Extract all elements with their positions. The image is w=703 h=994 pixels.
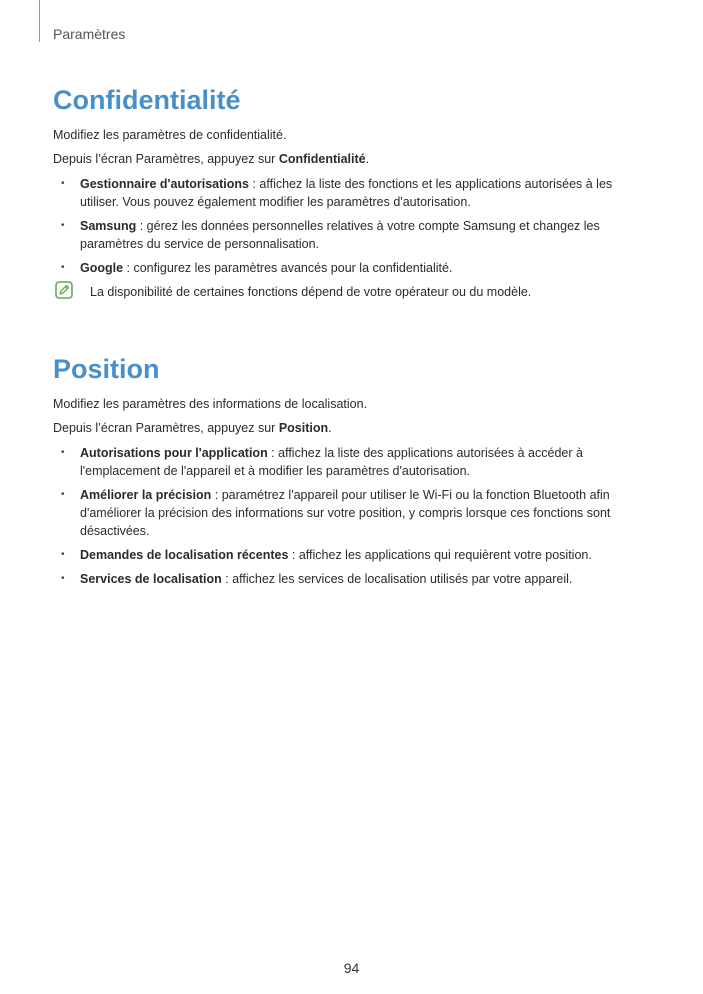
location-list — [53, 444, 653, 588]
list-item-desc: : affichez la liste des fonctions et les applications autorisées à les utiliser. Vous pouvez également modifier les paramètres d'autorisation. — [80, 177, 613, 209]
page-number: 94 — [343, 960, 360, 976]
list-item-desc: : affichez les applications qui requièrent votre position. — [288, 548, 592, 562]
privacy-note — [53, 283, 653, 301]
list-item-term: Autorisations pour l'application — [80, 446, 268, 460]
privacy-path-suffix: . — [365, 152, 370, 166]
location-path-suffix: . — [328, 421, 332, 435]
list-item-term: Gestionnaire d'autorisations — [80, 177, 249, 191]
list-item — [53, 175, 653, 211]
header-divider — [39, 0, 40, 42]
privacy-path-prefix: Depuis l’écran Paramètres, appuyez sur — [53, 152, 279, 166]
privacy-section — [53, 84, 653, 301]
location-title: Position — [53, 354, 160, 384]
list-item-term: Samsung — [80, 219, 137, 233]
list-item — [53, 486, 653, 540]
list-item-desc: : configurez les paramètres avancés pour la confidentialité. — [123, 261, 453, 275]
list-item-desc: : paramétrez l'appareil pour utiliser le Wi-Fi ou la fonction Bluetooth afin d'améliorer la précision des informations sur votre position, y compris lorsque ces fonctions sont désactivées. — [80, 488, 611, 538]
bullet-dot: • — [61, 220, 65, 231]
list-item-term: Demandes de localisation récentes — [80, 548, 289, 562]
bullet-dot: • — [61, 549, 65, 560]
list-item — [53, 217, 653, 253]
list-item-term: Google — [80, 261, 124, 275]
location-path — [53, 419, 653, 437]
list-item-desc: : affichez la liste des applications autorisées à accéder à l'emplacement de l'appareil et à modifier les paramètres d'autorisation. — [80, 446, 583, 478]
privacy-path — [53, 150, 653, 168]
bullet-dot: • — [61, 178, 65, 189]
privacy-intro: Modifiez les paramètres de confidentialité. — [53, 128, 287, 142]
list-item-desc: : gérez les données personnelles relatives à votre compte Samsung et changez les paramètres du service de personnalisation. — [80, 219, 600, 251]
location-path-prefix: Depuis l’écran Paramètres, appuyez sur — [53, 421, 279, 435]
bullet-dot: • — [61, 489, 65, 500]
privacy-path-target: Confidentialité — [278, 152, 366, 166]
running-header: Paramètres — [53, 26, 126, 42]
bullet-dot: • — [61, 262, 65, 273]
location-intro: Modifiez les paramètres des informations de localisation. — [53, 397, 368, 411]
privacy-note-text: La disponibilité de certaines fonctions dépend de votre opérateur ou du modèle. — [90, 285, 532, 299]
location-section — [53, 353, 653, 594]
list-item — [53, 259, 653, 277]
privacy-title: Confidentialité — [53, 85, 241, 115]
list-item — [53, 444, 653, 480]
list-item-term: Services de localisation — [80, 572, 222, 586]
list-item-desc: : affichez les services de localisation utilisés par votre appareil. — [221, 572, 573, 586]
list-item — [53, 546, 653, 564]
list-item-term: Améliorer la précision — [80, 488, 212, 502]
location-path-target: Position — [278, 421, 329, 435]
bullet-dot: • — [61, 447, 65, 458]
privacy-list — [53, 175, 653, 277]
note-pencil-icon — [55, 281, 73, 299]
list-item — [53, 570, 653, 588]
bullet-dot: • — [61, 573, 65, 584]
